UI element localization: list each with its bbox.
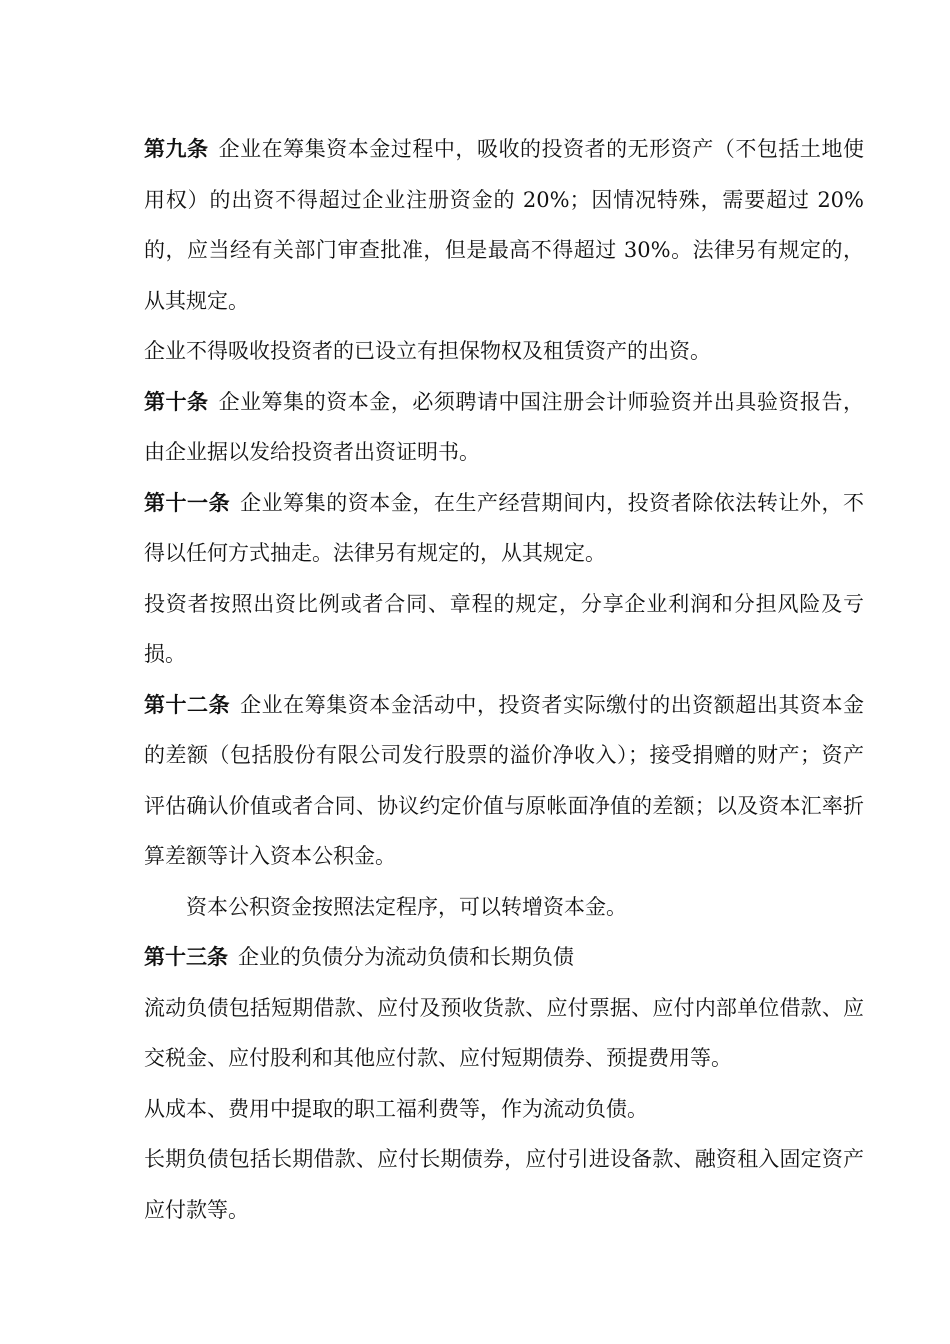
document-body <box>144 124 864 1235</box>
article-9 <box>144 124 864 326</box>
article-heading: 第十三条 <box>144 944 228 969</box>
article-text: 企业筹集的资本金，在生产经营期间内，投资者除依法转让外，不得以任何方式抽走。法律另有规定的，从其规定。 <box>144 490 864 565</box>
article-text: 企业在筹集资本金活动中，投资者实际缴付的出资额超出其资本金的差额（包括股份有限公司发行股票的溢价净收入）；接受捐赠的财产；资产评估确认价值或者合同、协议约定价值与原帐面净值的差额；以及资本汇率折算差额等计入资本公积金。 <box>144 692 864 868</box>
article-12 <box>144 680 864 882</box>
paragraph-text: 从成本、费用中提取的职工福利费等，作为流动负债。 <box>144 1096 648 1121</box>
paragraph <box>144 1134 864 1235</box>
article-heading: 第十一条 <box>144 489 231 515</box>
paragraph-text: 投资者按照出资比例或者合同、章程的规定，分享企业利润和分担风险及亏损。 <box>144 591 864 666</box>
article-11 <box>144 478 864 579</box>
paragraph <box>144 1084 864 1135</box>
paragraph-text: 企业不得吸收投资者的已设立有担保物权及租赁资产的出资。 <box>144 339 711 363</box>
article-13 <box>144 932 864 983</box>
paragraph-text: 流动负债包括短期借款、应付及预收货款、应付票据、应付内部单位借款、应交税金、应付股利和其他应付款、应付短期债券、预提费用等。 <box>144 995 864 1070</box>
article-heading: 第十条 <box>144 388 209 414</box>
article-heading: 第十二条 <box>144 691 231 717</box>
article-heading: 第九条 <box>144 136 209 161</box>
article-text: 企业在筹集资本金过程中，吸收的投资者的无形资产（不包括土地使用权）的出资不得超过企业注册资金的 20%；因情况特殊，需要超过 20%的，应当经有关部门审查批准，但是最高不得超过 30%。法律另有规定的，从其规定。 <box>144 137 864 313</box>
paragraph <box>144 579 864 680</box>
paragraph-indented <box>144 882 864 933</box>
paragraph-text: 资本公积资金按照法定程序，可以转增资本金。 <box>186 894 627 919</box>
paragraph-text: 长期负债包括长期借款、应付长期债券，应付引进设备款、融资租入固定资产应付款等。 <box>144 1147 864 1222</box>
paragraph <box>144 983 864 1084</box>
article-10 <box>144 377 864 478</box>
paragraph <box>144 326 864 377</box>
article-text: 企业筹集的资本金，必须聘请中国注册会计师验资并出具验资报告，由企业据以发给投资者出资证明书。 <box>144 389 864 464</box>
article-text: 企业的负债分为流动负债和长期负债 <box>238 945 574 969</box>
